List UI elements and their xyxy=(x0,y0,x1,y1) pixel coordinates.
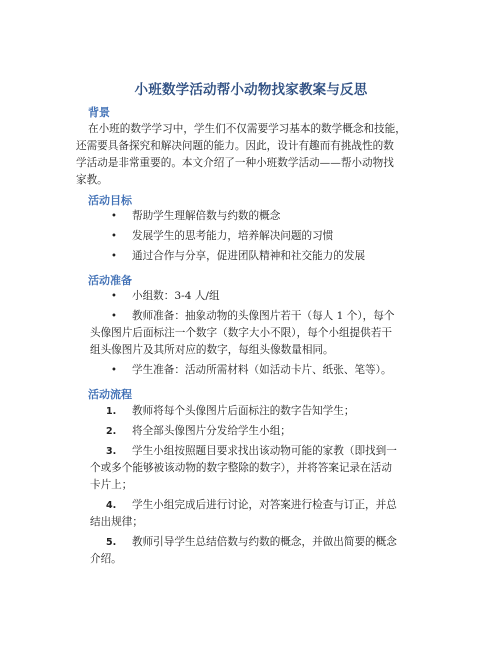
bullet-icon: • xyxy=(111,211,117,222)
bullet-icon: • xyxy=(111,365,117,376)
list-item-continuation: 个或多个能够被该动物的数字整除的数字），并将答案记录在活动 xyxy=(90,462,392,474)
bullet-icon: • xyxy=(111,231,117,242)
list-item-continuation: 结出规律； xyxy=(90,516,143,528)
heading-prep: 活动准备 xyxy=(88,274,132,287)
bullet-icon: • xyxy=(111,251,117,262)
document-page: 小班数学活动帮小动物找家教案与反思 背景 在小班的数学学习中，学生们不仅需要学习基本的数学概念和技能， 还需要具备探究和解决问题的能力。因此，设计有趣而有挑战性的数 学活动是非常重要的。本文介绍了一种小班数学活动——帮小动物找 家教。 活动目标 • 帮助学生理解倍数与约数的概念 • 发展学生的思考能力，培养解决问题的习惯 • 通过合作与分享，促进团队精神和社交能力的发展 活动准备 • 小组数：3-4 人/组 • 教师准备：抽象动物的头像图片若干（每人 1 个），每个 头像图片后面标注一个数字（数字大小不限），每个小组提供若干 组头像图片及其所对应的数字，每组头像数量相同。 • 学生准备：活动所需材料（如活动卡片、纸张、笔等）。 活动流程 1. 教师将每个头像图片后面标注的数字告知学生； 2. 将全部头像图片分发给学生小组； 3. 学生小组按照题目要求找出该动物可能的家教（即找到一 个或多个能够被该动物的数字整除的数字），并将答案记录在活动 卡片上； 4. 学生小组完成后进行讨论，对答案进行检查与订正，并总 结出规律； 5. 教师引导学生总结倍数与约数的概念，并做出简要的概念 介绍。 xyxy=(0,0,502,649)
bullet-icon: • xyxy=(111,311,117,322)
list-item-continuation: 头像图片后面标注一个数字（数字大小不限），每个小组提供若干 xyxy=(90,327,392,339)
background-paragraph xyxy=(76,121,436,189)
background-line: 家教。 xyxy=(76,174,108,186)
heading-process: 活动流程 xyxy=(88,388,132,401)
item-number: 4. xyxy=(106,500,117,511)
heading-background: 背景 xyxy=(88,106,110,119)
list-item-continuation: 组头像图片及其所对应的数字，每组头像数量相同。 xyxy=(90,344,334,356)
item-number: 2. xyxy=(106,426,117,437)
background-line: 还需要具备探究和解决问题的能力。因此，设计有趣而有挑战性的数 xyxy=(76,140,394,152)
document-title: 小班数学活动帮小动物找家教案与反思 xyxy=(134,82,368,98)
item-number: 5. xyxy=(106,537,117,548)
background-line: 在小班的数学学习中，学生们不仅需要学习基本的数学概念和技能， xyxy=(88,123,406,135)
list-item-continuation: 介绍。 xyxy=(90,553,122,565)
item-number: 1. xyxy=(106,406,117,417)
background-line: 学活动是非常重要的。本文介绍了一种小班数学活动——帮小动物找 xyxy=(76,157,394,169)
bullet-icon: • xyxy=(111,291,117,302)
list-item-continuation: 卡片上； xyxy=(90,479,133,491)
item-number: 3. xyxy=(106,446,117,457)
heading-goals: 活动目标 xyxy=(88,194,132,207)
